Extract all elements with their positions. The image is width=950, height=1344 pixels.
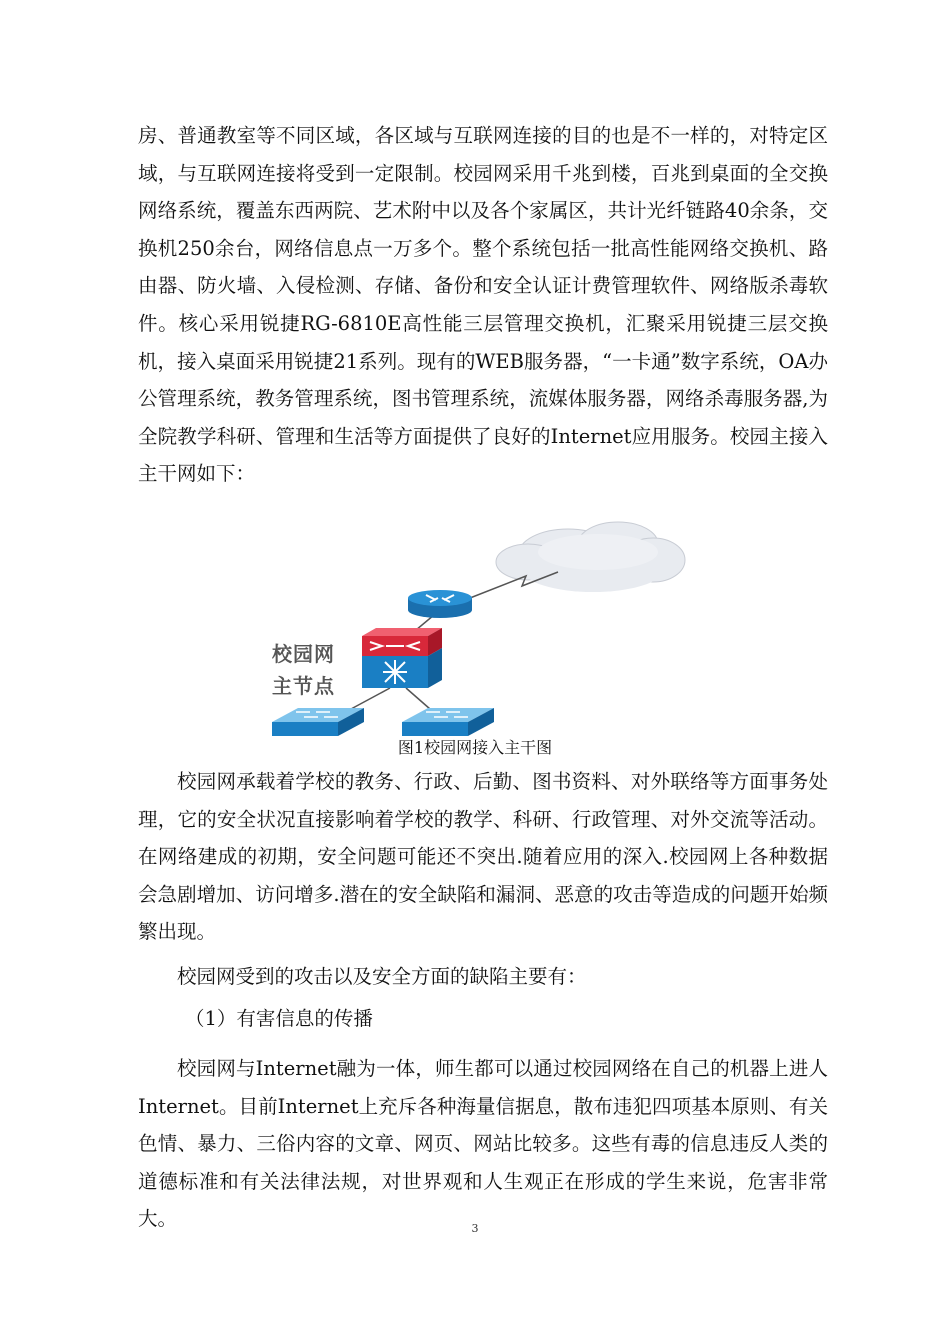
campus-network-figure [258,520,698,738]
access-switch-right-icon [402,708,494,736]
core-node-label-line2: 主节点 [272,674,335,698]
page-number: 3 [471,1222,479,1235]
paragraph-attack-intro: 校园网受到的攻击以及安全方面的缺陷主要有： [177,965,587,988]
network-topology-diagram [258,520,698,738]
router-icon [408,590,472,618]
paragraph-security-importance: 校园网承载着学校的教务、行政、后勤、图书资料、对外联络等方面事务处理，它的安全状况直接影响着学校的教学、科研、行政管理、对外交流等活动。在网络建成的初期，安全问题可能还不突出.随着应用的深入.校园网上各种数据会急剧增加、访问增多.潜在的安全缺陷和漏洞、恶意的攻击等造成的问题开始频繁出现。 [138,770,828,944]
core-node-label-line1: 校园网 [272,642,335,666]
core-switch-icon [362,628,442,688]
access-switch-left-icon [272,708,364,736]
paragraph-network-overview: 房、普通教室等不同区域，各区域与互联网连接的目的也是不一样的，对特定区域，与互联网连接将受到一定限制。校园网采用千兆到楼，百兆到桌面的全交换网络系统，覆盖东西两院、艺术附中以及各个家属区，共计光纤链路40余条，交换机250余台，网络信息点一万多个。整个系统包括一批高性能网络交换机、路由器、防火墙、入侵检测、存储、备份和安全认证计费管理软件、网络版杀毒软件。核心采用锐捷RG-6810E高性能三层管理交换机，汇聚采用锐捷三层交换机，接入桌面采用锐捷21系列。现有的WEB服务器，“一卡通”数字系统，OA办公管理系统，教务管理系统，图书管理系统，流媒体服务器，网络杀毒服务器,为全院教学科研、管理和生活等方面提供了良好的Internet应用服务。校园主接入主干网如下： [138,124,828,486]
section-heading-harmful-info: （1）有害信息的传播 [185,1007,373,1030]
figure-caption: 图1校园网接入主干图 [397,738,553,757]
paragraph-harmful-info: 校园网与Internet融为一体，师生都可以通过校园网络在自己的机器上进人Internet。目前Internet上充斥各种海量信据息，散布违犯四项基本原则、有关色情、暴力、三俗内容的文章、网页、网站比较多。这些有毒的信息违反人类的道德标准和有关法律法规，对世界观和人生观正在形成的学生来说，危害非常大。 [138,1057,828,1231]
